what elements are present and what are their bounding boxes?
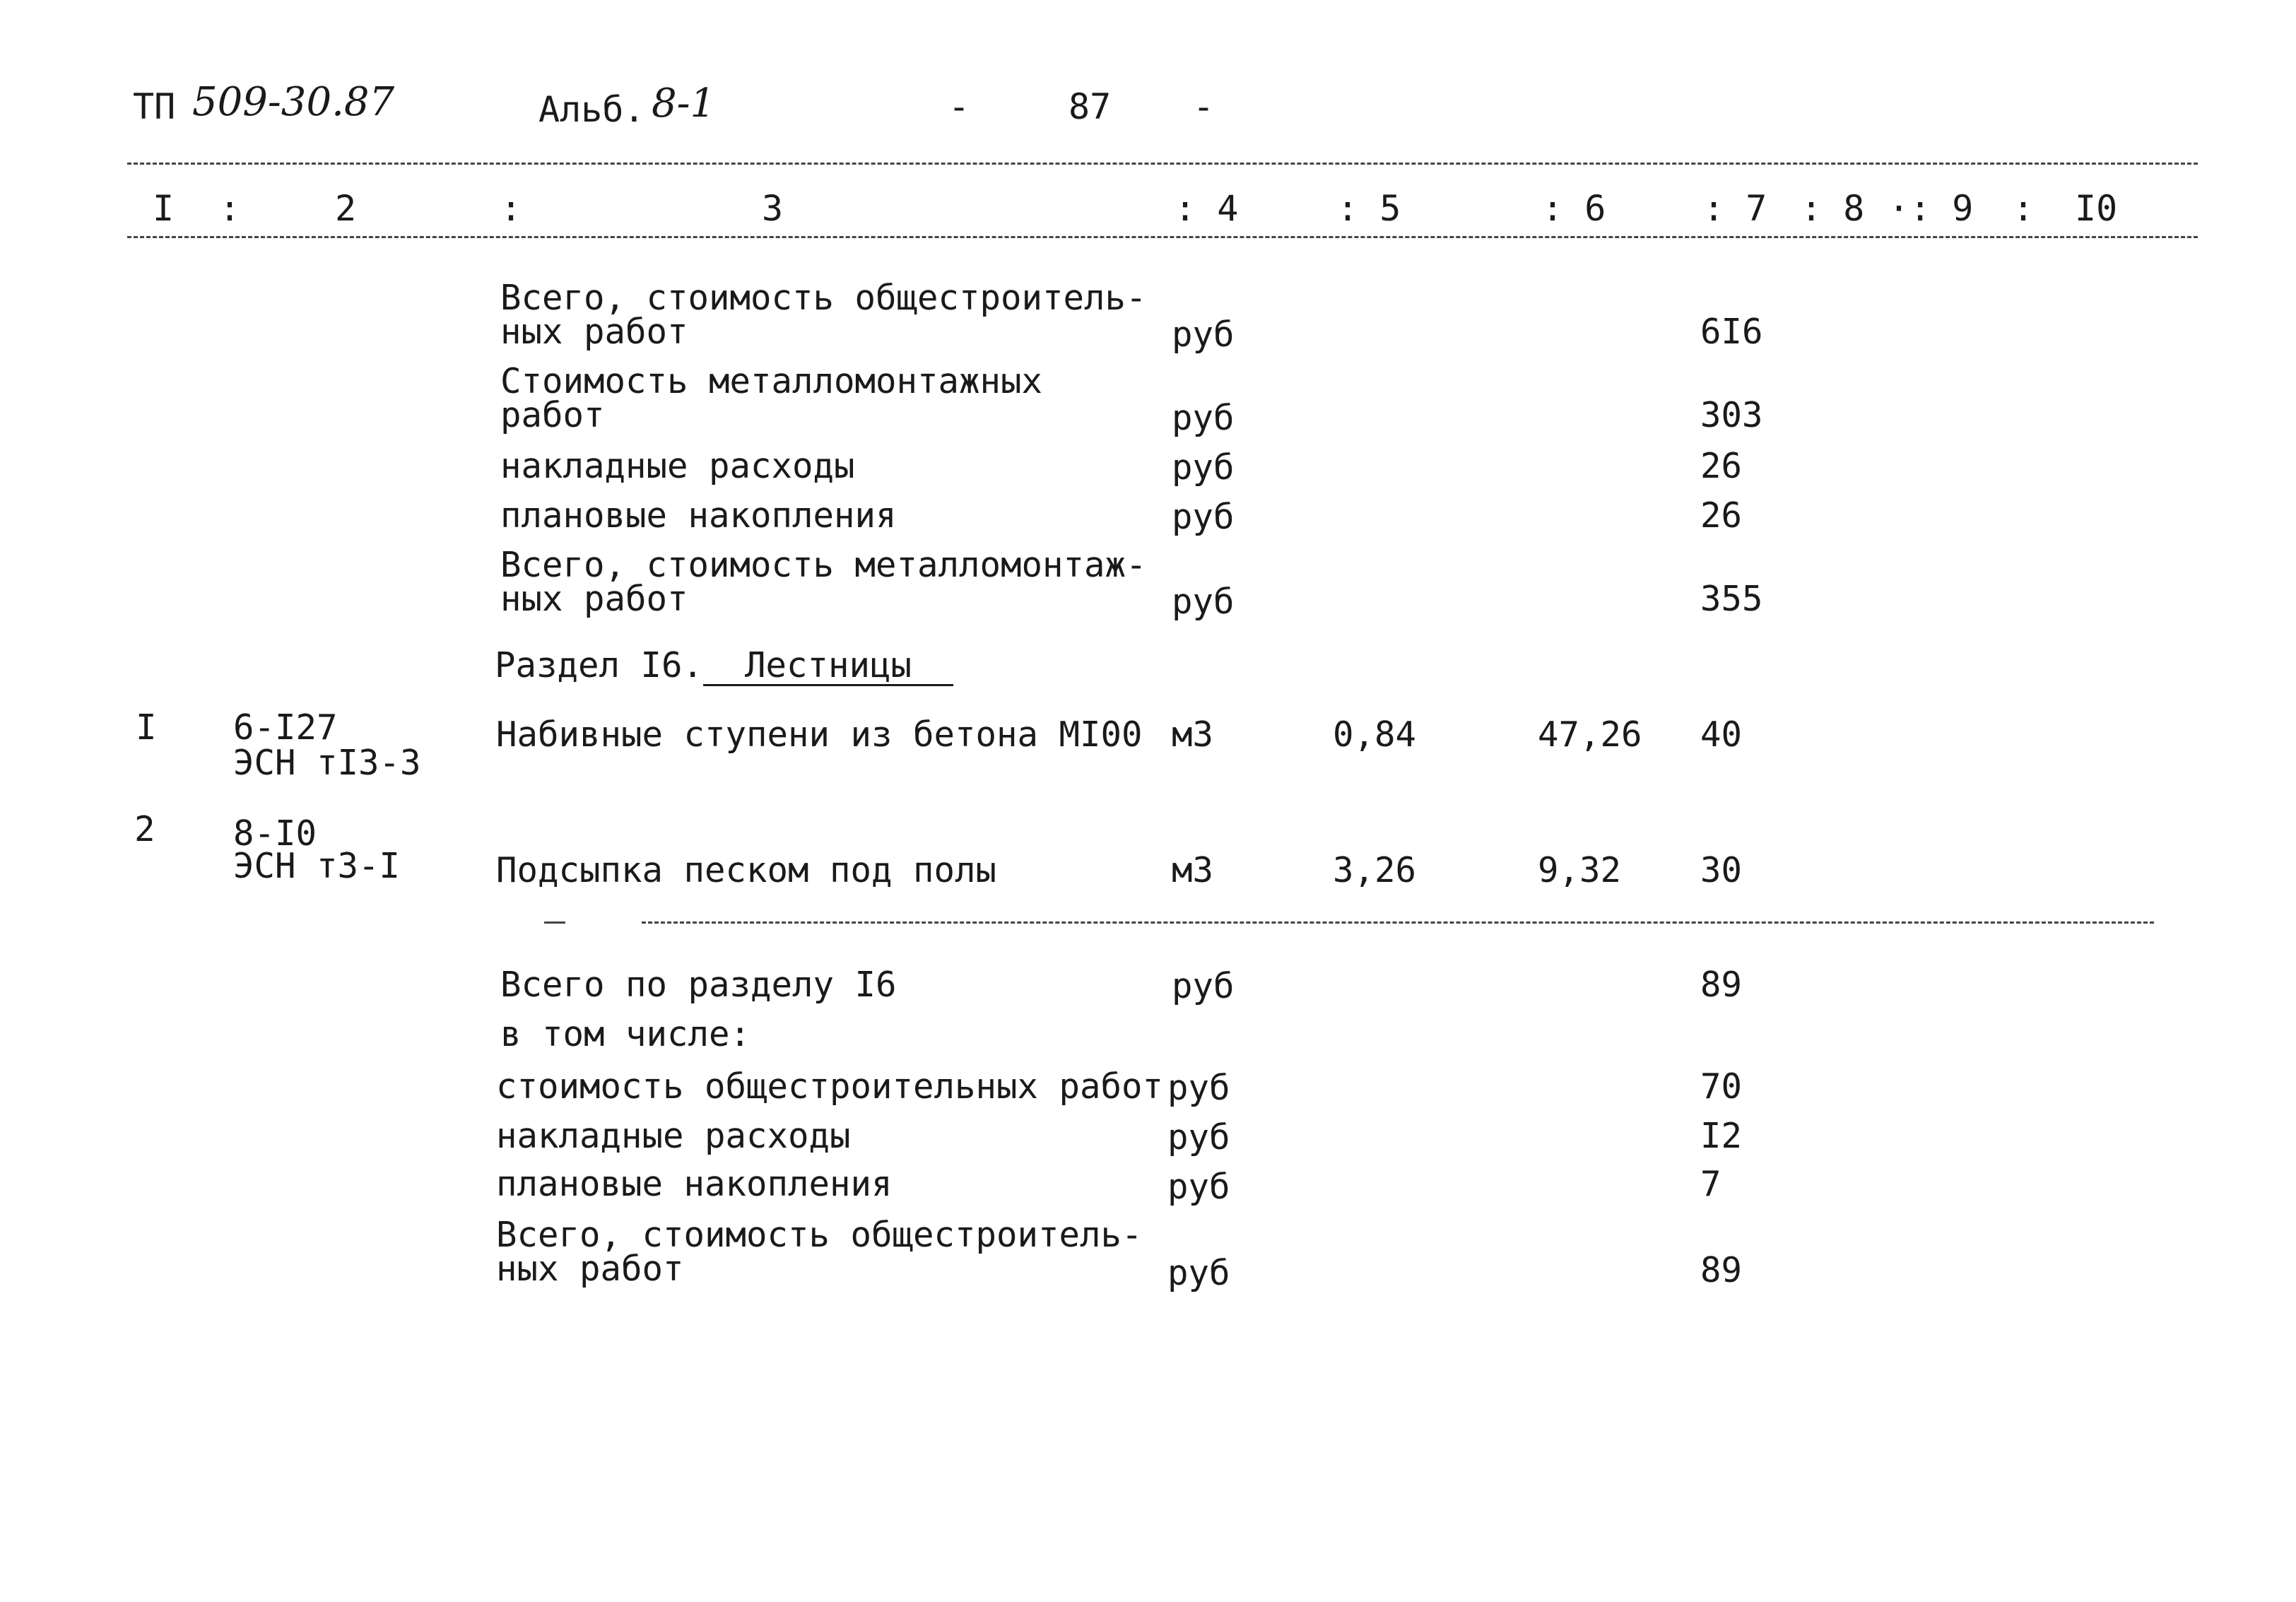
summary-unit: руб: [1172, 966, 1235, 1006]
col-separator: :: [219, 188, 241, 229]
col-header-7: : 7: [1703, 188, 1767, 229]
page-number: 87: [1068, 86, 1112, 127]
summary-total: 89: [1700, 1250, 1743, 1290]
col-separator: :: [2013, 188, 2035, 229]
item-number: I: [136, 707, 157, 748]
col-header-3: 3: [762, 188, 784, 229]
item-quantity: 0,84: [1333, 714, 1417, 755]
row-text: ных работ: [500, 312, 688, 352]
item-code: 8-I0: [233, 813, 317, 854]
separator-dash: [544, 921, 565, 924]
item-name: Набивные ступени из бетона МI00: [496, 714, 1143, 755]
album-prefix: Альб.: [538, 89, 645, 130]
row-text: накладные расходы: [500, 446, 855, 486]
row-total: 26: [1700, 495, 1743, 536]
col-header-1: I: [153, 188, 175, 229]
col-header-4: : 4: [1175, 188, 1239, 229]
item-price: 47,26: [1538, 714, 1642, 755]
item-name: Подсыпка песком под полы: [496, 850, 997, 890]
summary-rule: [642, 921, 2154, 924]
row-text: работ: [500, 395, 605, 435]
summary-unit: руб: [1167, 1253, 1230, 1293]
item-unit: м3: [1172, 850, 1214, 890]
item-total: 40: [1700, 714, 1743, 755]
col-separator: :: [500, 188, 522, 229]
row-unit: руб: [1172, 447, 1235, 488]
summary-total: 89: [1700, 965, 1743, 1005]
header-top-rule: [127, 163, 2198, 165]
col-header-8: : 8: [1801, 188, 1865, 229]
row-unit: руб: [1172, 314, 1235, 355]
summary-text: накладные расходы: [496, 1116, 851, 1156]
item-number: 2: [134, 809, 155, 849]
row-total: 6I6: [1700, 312, 1763, 352]
header-dash-right: -: [1193, 86, 1215, 127]
row-text: ных работ: [500, 579, 688, 619]
col-header-10: I0: [2075, 188, 2118, 229]
col-header-9: ·: 9: [1888, 188, 1974, 229]
item-total: 30: [1700, 850, 1743, 890]
summary-text: ных работ: [496, 1249, 684, 1289]
row-text: плановые накопления: [500, 495, 897, 536]
summary-text: в том числе:: [500, 1014, 751, 1054]
header-dash-left: -: [948, 86, 970, 127]
summary-unit: руб: [1167, 1167, 1230, 1207]
row-unit: руб: [1172, 398, 1235, 438]
row-total: 355: [1700, 579, 1763, 619]
summary-total: 70: [1700, 1066, 1743, 1107]
item-quantity: 3,26: [1333, 850, 1417, 890]
summary-text: Всего, стоимость общестроитель-: [496, 1215, 1143, 1255]
summary-unit: руб: [1167, 1117, 1230, 1158]
section-prefix: Раздел I6.: [495, 645, 704, 685]
summary-text: Всего по разделу I6: [500, 965, 897, 1005]
item-code: 6-I27: [233, 707, 338, 748]
summary-text: плановые накопления: [496, 1164, 893, 1204]
tp-number: 509-30.87: [192, 79, 395, 125]
row-text: Стоимость металломонтажных: [500, 361, 1043, 401]
row-total: 26: [1700, 446, 1743, 486]
item-price: 9,32: [1538, 850, 1622, 890]
section-title: Лестницы: [745, 645, 912, 685]
row-text: Всего, стоимость общестроитель-: [500, 278, 1147, 318]
row-total: 303: [1700, 395, 1763, 435]
tp-prefix: ТП: [133, 86, 176, 127]
item-unit: м3: [1172, 714, 1214, 755]
summary-text: стоимость общестроительных работ: [496, 1066, 1164, 1107]
summary-total: I2: [1700, 1116, 1743, 1156]
summary-total: 7: [1700, 1164, 1721, 1204]
header-bottom-rule: [127, 236, 2198, 238]
item-code-ref: ЭСН т3-I: [233, 846, 401, 886]
col-header-2: 2: [335, 188, 357, 229]
item-code-ref: ЭСН тI3-3: [233, 743, 421, 783]
col-header-6: : 6: [1542, 188, 1606, 229]
col-header-5: : 5: [1337, 188, 1401, 229]
summary-unit: руб: [1167, 1068, 1230, 1108]
row-text: Всего, стоимость металломонтаж-: [500, 545, 1147, 585]
section-heading: [495, 645, 953, 685]
row-unit: руб: [1172, 497, 1235, 537]
album-number: 8-1: [652, 81, 716, 126]
row-unit: руб: [1172, 582, 1235, 622]
